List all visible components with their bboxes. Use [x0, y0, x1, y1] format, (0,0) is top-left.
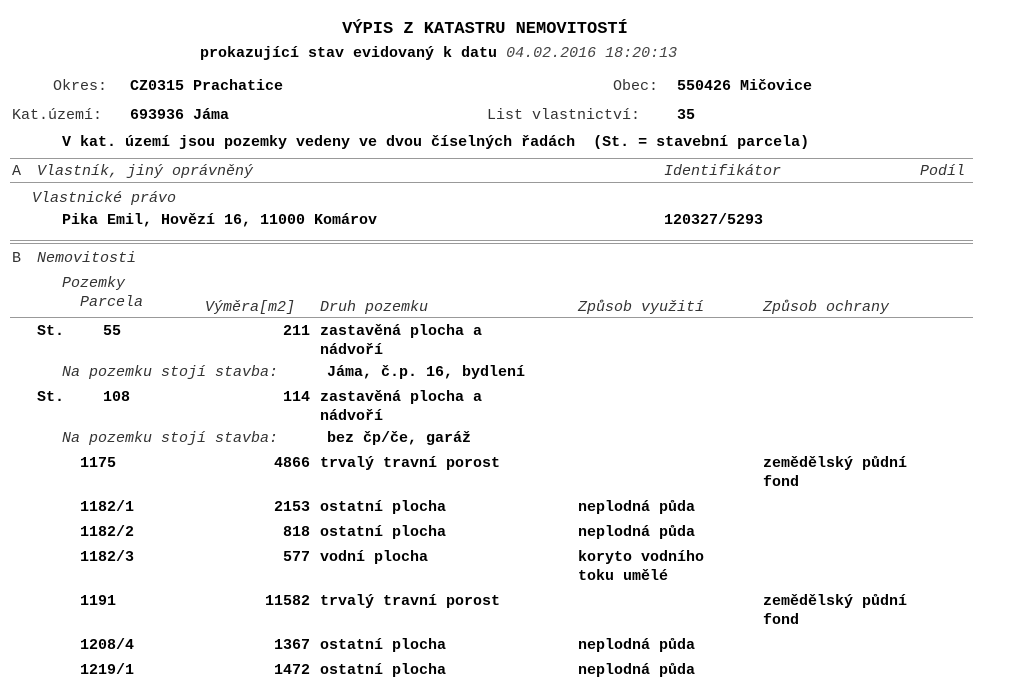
section-b-title: Nemovitosti [37, 250, 137, 267]
okres-label: Okres: [53, 78, 108, 95]
parcel-ochrana: zemědělský půdní [763, 593, 908, 610]
col-vymera: Výměra[m2] [205, 299, 296, 316]
document-subtitle [200, 44, 677, 63]
parcel-druh: ostatní plocha [320, 637, 447, 654]
parcel-vyuziti: neplodná půda [578, 637, 696, 654]
section-a-subtitle: Vlastnické právo [32, 190, 177, 207]
parcel-prefix: St. [37, 323, 65, 340]
parcel-vymera: 1367 [273, 637, 310, 654]
parcel-vyuziti: neplodná půda [578, 524, 696, 541]
parcel-vymera: 1472 [273, 662, 310, 679]
parcel-druh: nádvoří [320, 342, 384, 359]
parcel-vymera: 4866 [273, 455, 310, 472]
stavba-value: bez čp/če, garáž [327, 430, 472, 447]
parcel-number: 108 [103, 389, 131, 406]
col-druh: Druh pozemku [320, 299, 429, 316]
parcel-vymera: 211 [282, 323, 310, 340]
subtitle-prefix: prokazující stav evidovaný k datu [200, 45, 498, 62]
parcel-vyuziti: koryto vodního [578, 549, 705, 566]
divider [10, 182, 973, 183]
parcel-ochrana: zemědělský půdní [763, 455, 908, 472]
col-zpusob-vyuziti: Způsob využití [578, 299, 705, 316]
subtitle-date: 04.02.2016 18:20:13 [506, 45, 678, 62]
parcel-number: 1219/1 [80, 662, 135, 679]
parcel-druh: trvalý travní porost [320, 455, 501, 472]
owner-id: 120327/5293 [664, 212, 764, 229]
stavba-value: Jáma, č.p. 16, bydlení [327, 364, 526, 381]
parcel-vymera: 818 [282, 524, 310, 541]
parcel-druh: ostatní plocha [320, 524, 447, 541]
list-value: 35 [677, 107, 696, 124]
parcel-vymera: 577 [282, 549, 310, 566]
parcel-number: 1191 [80, 593, 117, 610]
list-label: List vlastnictví: [487, 107, 641, 124]
obec-label: Obec: [613, 78, 659, 95]
divider [10, 240, 973, 241]
section-b-sub: Pozemky [62, 275, 126, 292]
parcel-vymera: 114 [282, 389, 310, 406]
parcel-druh: zastavěná plocha a [320, 323, 483, 340]
parcel-number: 55 [103, 323, 122, 340]
col-identifikator: Identifikátor [664, 163, 782, 180]
parcel-druh: nádvoří [320, 408, 384, 425]
parcel-vyuziti: toku umělé [578, 568, 669, 585]
col-zpusob-ochrany: Způsob ochrany [763, 299, 890, 316]
info-note: V kat. území jsou pozemky vedeny ve dvou číselných řadách (St. = stavební parcela) [62, 134, 810, 151]
parcel-number: 1182/3 [80, 549, 135, 566]
parcel-number: 1208/4 [80, 637, 135, 654]
parcel-prefix: St. [37, 389, 65, 406]
parcel-ochrana: fond [763, 474, 800, 491]
parcel-number: 1182/2 [80, 524, 135, 541]
section-b-letter: B [12, 250, 22, 267]
stavba-label: Na pozemku stojí stavba: [62, 430, 279, 447]
okres-value: CZ0315 Prachatice [130, 78, 284, 95]
parcel-druh: zastavěná plocha a [320, 389, 483, 406]
parcel-number: 1175 [80, 455, 117, 472]
parcel-vymera: 11582 [264, 593, 310, 610]
parcel-ochrana: fond [763, 612, 800, 629]
col-podil: Podíl [920, 163, 966, 180]
parcel-vyuziti: neplodná půda [578, 662, 696, 679]
katuzemi-value: 693936 Jáma [130, 107, 230, 124]
parcel-druh: trvalý travní porost [320, 593, 501, 610]
section-a-title: Vlastník, jiný oprávněný [37, 163, 254, 180]
col-parcela: Parcela [80, 294, 144, 311]
owner-name: Pika Emil, Hovězí 16, 11000 Komárov [62, 212, 378, 229]
parcel-vymera: 2153 [273, 499, 310, 516]
divider [10, 158, 973, 159]
document-title: VÝPIS Z KATASTRU NEMOVITOSTÍ [342, 20, 628, 39]
parcel-druh: vodní plocha [320, 549, 429, 566]
parcel-vyuziti: neplodná půda [578, 499, 696, 516]
katuzemi-label: Kat.území: [12, 107, 103, 124]
stavba-label: Na pozemku stojí stavba: [62, 364, 279, 381]
divider [10, 317, 973, 318]
parcel-druh: ostatní plocha [320, 499, 447, 516]
section-a-letter: A [12, 163, 22, 180]
divider [10, 243, 973, 244]
parcel-druh: ostatní plocha [320, 662, 447, 679]
obec-value: 550426 Mičovice [677, 78, 813, 95]
parcel-number: 1182/1 [80, 499, 135, 516]
